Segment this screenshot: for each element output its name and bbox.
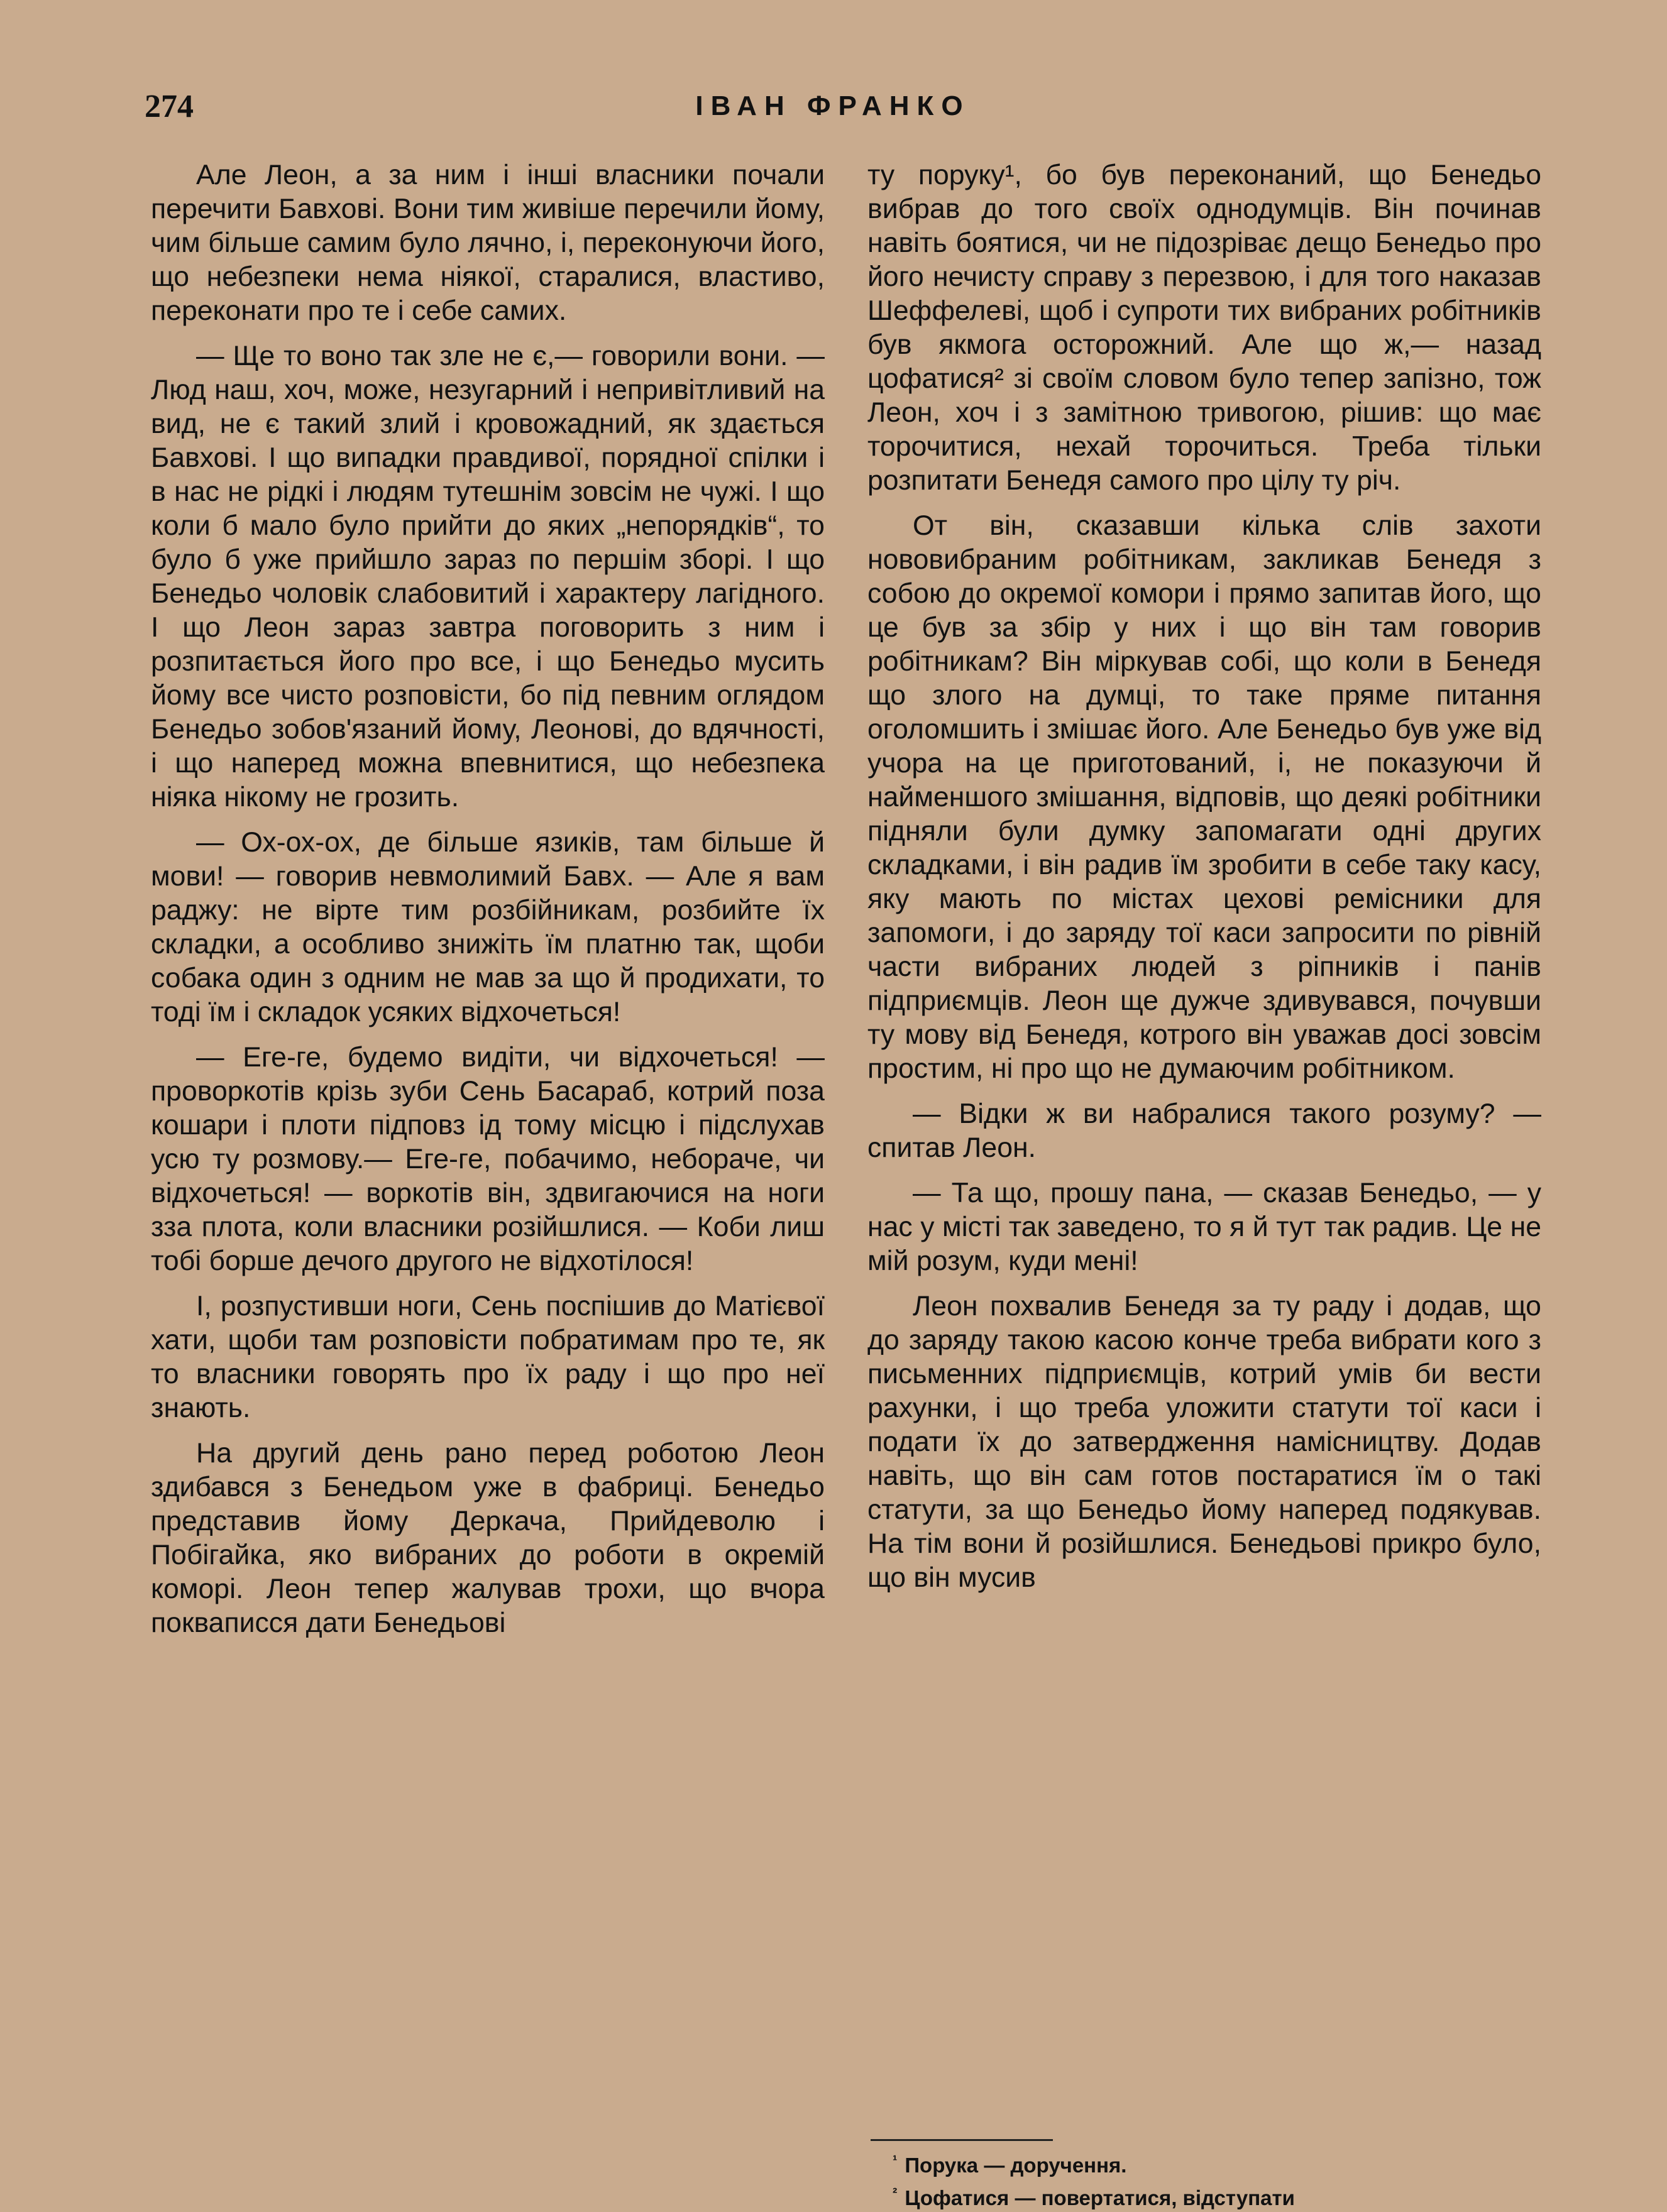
paragraph: — Ще то воно так зле не є,— говорили вони. — Люд наш, хоч, може, незугарний і непривітливий на вид, не є такий злий і кровожадний, як здається Бавхові. І що випадки правдивої, порядної спілки і в нас не рідкі і людям тутешнім зовсім не чужі. І що коли б мало було прийти до яких „непорядків“, то було б уже прийшло зараз по першім зборі. І що Бенедьо чоловік слабовитий і характеру лагідного. І що Леон зараз завтра поговорить з ним і розпитається його про все, і що Бенедьо мусить йому все чисто розповісти, бо під певним оглядом Бенедьо зобов'язаний йому, Леонові, до вдячності, і що наперед можна впевнитися, що небезпека ніяка нікому не грозить. bbox=[151, 341, 825, 813]
left-column bbox=[151, 158, 825, 1651]
paragraph: От він, сказавши кілька слів захоти нововибраним робітникам, закликав Бенедя з собою до окремої комори і прямо запитав його, що це був за збір у них і що він там говорив робітникам? Він міркував собі, що коли в Бенедя що злого на думці, то таке пряме питання оголомшить і змішає його. Але Бенедьо був уже від учора на це приготований, і, не показуючи й найменшого змішання, відповів, що деякі робітники підняли були думку запомагати одні других складками, і він радив їм зробити в себе таку касу, яку мають по містах цехові ремісники для запомоги, і до заряду тої каси запросити по рівній части вибраних людей з ріпників і панів підприємців. Леон ще дужче здивувався, почувши ту мову від Бенедя, котрого він уважав досі зовсім простим, ні про що не думаючим робітником. bbox=[867, 510, 1541, 1084]
right-column bbox=[867, 158, 1541, 1606]
footnote-text: Цофатися — повертатися, відступати bbox=[905, 2186, 1295, 2209]
paragraph: — Еге-ге, будемо видіти, чи відхочеться! — проворкотів крізь зуби Сень Басараб, котрий поза кошари і плоти підповз ід тому місцю і підслухав усю ту розмову.— Еге-ге, побачимо, неборачe, чи відхочеться! — воркотів він, здвигаючися на ноги зза плота, коли власники розійшлися. — Коби лиш тобі борше дечого другого не відхотілося! bbox=[151, 1042, 825, 1276]
paragraph: — Ох-ох-ох, де більше язиків, там більше й мови! — говорив невмолимий Бавх. — Але я вам раджу: не вірте тим розбійникам, розбийте їх складки, а особливо знижіть їм платню так, щоби собака один з одним не мав за що й продихати, то тоді їм і складок усяких відхочеться! bbox=[151, 827, 825, 1027]
running-title: ІВАН ФРАНКО bbox=[695, 90, 971, 121]
footnotes bbox=[893, 2147, 1521, 2212]
page-number: 274 bbox=[145, 89, 194, 124]
footnote-divider bbox=[871, 2139, 1053, 2141]
footnote bbox=[893, 2179, 1521, 2212]
paragraph: — Та що, прошу пана, — сказав Бенедьо, — у нас у місті так заведено, то я й тут так радив. Це не мій розум, куди мені! bbox=[867, 1178, 1541, 1276]
paragraph: — Відки ж ви набралися такого розуму? — спитав Леон. bbox=[867, 1098, 1541, 1163]
page-header bbox=[145, 88, 1521, 132]
paragraph-continued: ту поруку¹, бо був переконаний, що Бенедьо вибрав до того своїх однодумців. Він починав навіть боятися, чи не підозріває дещо Бенедьо про його нечисту справу з перезвою, і для того наказав Шеффелеві, щоб і супроти тих вибраних робітників був якмога осторожний. Але що ж,— назад цофатися² зі своїм словом було тепер запізно, тож Леон, хоч і з замітною тривогою, рішив: що має торочитися, нехай торочиться. Треба тільки розпитати Бенедя самого про цілу ту річ. bbox=[867, 160, 1541, 496]
paragraph: І, розпустивши ноги, Сень поспішив до Матієвої хати, щоби там розповісти побратимам про те, як то власники говорять про їх раду і що про неї знають. bbox=[151, 1291, 825, 1423]
paragraph: Леон похвалив Бенедя за ту раду і додав, що до заряду такою касою конче треба вибрати кого з письменних підприємців, котрий умів би вести рахунки, і що треба уложити статути тої каси і подати їх до затвердження намісництву. Додав навіть, що він сам готов постаратися їм о такі статути, за що Бенедьо йому наперед подякував. На тім вони й розійшлися. Бенедьові прикро було, що він мусив bbox=[867, 1291, 1541, 1593]
footnote-text: Порука — доручення. bbox=[905, 2154, 1127, 2177]
footnote-mark: ² bbox=[893, 2185, 898, 2201]
paragraph: На другий день рано перед роботою Леон здибався з Бенедьом уже в фабриці. Бенедьо представив йому Деркача, Прийдеволю і Побігайка, яко вибраних до роботи в окремій коморі. Леон тепер жалував трохи, що вчора покваписся дати Бенедьові bbox=[151, 1438, 825, 1638]
paragraph: Але Леон, а за ним і інші власники почали перечити Бавхові. Вони тим живіше перечили йому, чим більше самим було лячно, і, переконуючи його, що небезпеки нема ніякої, старалися, властиво, переконати про те і себе самих. bbox=[151, 160, 825, 326]
footnote-mark: ¹ bbox=[893, 2152, 898, 2168]
footnote bbox=[893, 2147, 1521, 2179]
